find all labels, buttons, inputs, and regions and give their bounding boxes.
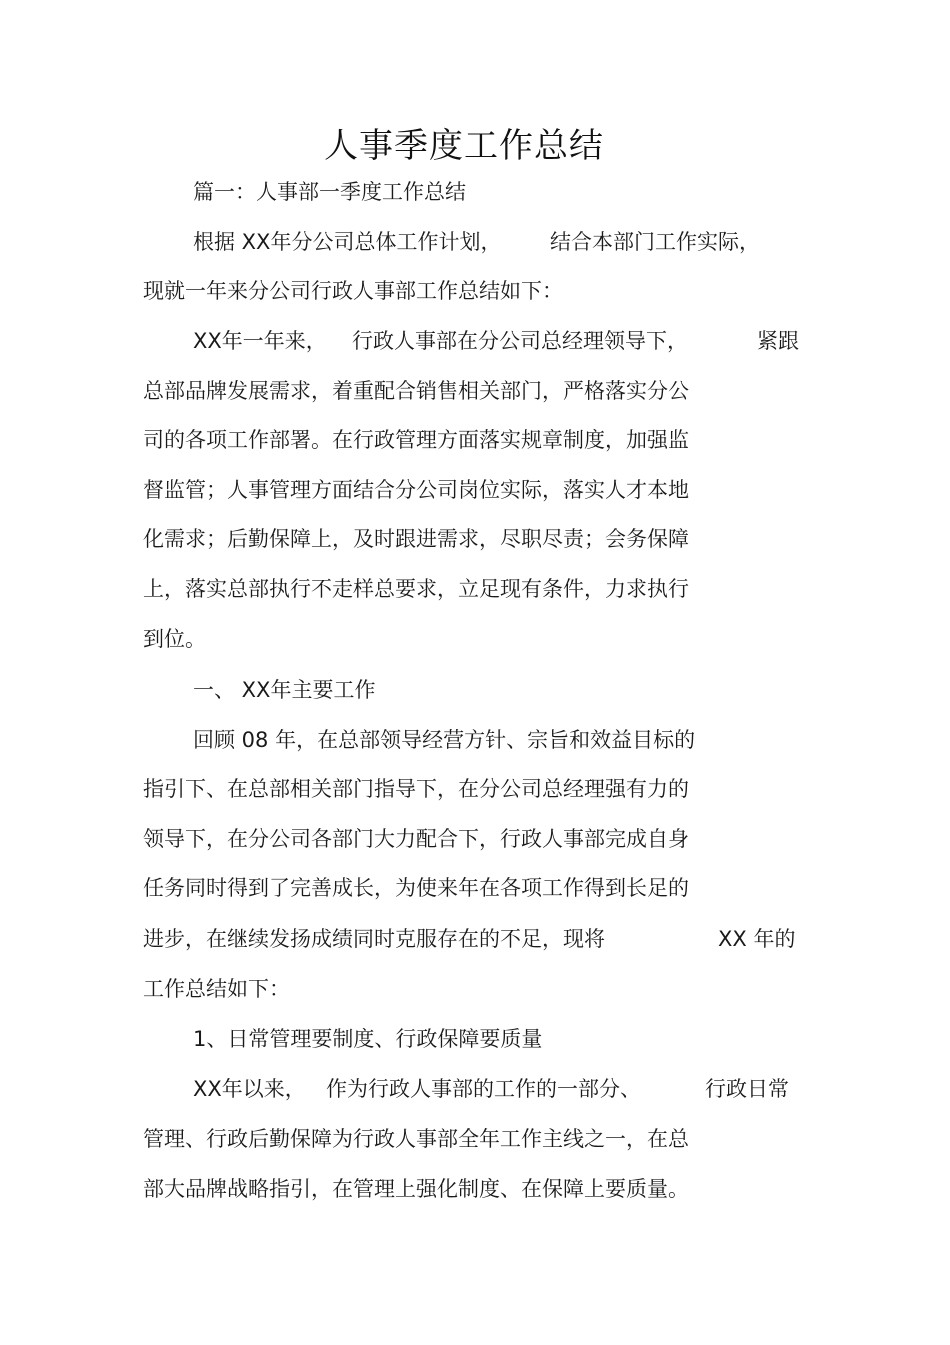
para3-line4: 任务同时得到了完善成长，为使来年在各项工作得到长足的 xyxy=(143,876,689,900)
para3-line1: 回顾 08 年，在总部领导经营方针、宗旨和效益目标的 xyxy=(193,728,696,752)
para1-line2: 现就一年来分公司行政人事部工作总结如下： xyxy=(143,279,563,303)
document-title: 人事季度工作总结 xyxy=(324,126,604,166)
para2-line7: 到位。 xyxy=(143,627,206,651)
para4-line1-part2: 作为行政人事部的工作的一部分、 xyxy=(326,1077,641,1101)
para3-line6: 工作总结如下： xyxy=(143,977,290,1001)
para3-line3: 领导下，在分公司各部门大力配合下，行政人事部完成自身 xyxy=(143,827,689,851)
para1-line1 xyxy=(193,227,793,257)
para3-line5-part2: XX 年的 xyxy=(718,927,796,951)
para2-line1-part3: 紧跟 xyxy=(757,329,799,353)
para2-line5: 化需求；后勤保障上，及时跟进需求，尽职尽责；会务保障 xyxy=(143,527,689,551)
para2-line1-part2: 行政人事部在分公司总经理领导下， xyxy=(352,329,688,353)
para4-line2: 管理、行政后勤保障为行政人事部全年工作主线之一，在总 xyxy=(143,1127,689,1151)
para4-line1 xyxy=(193,1074,803,1104)
para2-line1-part1: XX年一年来， xyxy=(193,329,327,353)
para2-line4: 督监管；人事管理方面结合分公司岗位实际，落实人才本地 xyxy=(143,478,689,502)
subtitle: 篇一：人事部一季度工作总结 xyxy=(193,180,466,204)
para2-line6: 上，落实总部执行不走样总要求，立足现有条件，力求执行 xyxy=(143,577,689,601)
para4-line3: 部大品牌战略指引，在管理上强化制度、在保障上要质量。 xyxy=(143,1177,689,1201)
section-heading-2: 1、日常管理要制度、行政保障要质量 xyxy=(193,1027,543,1051)
para2-line2: 总部品牌发展需求，着重配合销售相关部门，严格落实分公 xyxy=(143,379,689,403)
para3-line2: 指引下、在总部相关部门指导下，在分公司总经理强有力的 xyxy=(143,777,689,801)
para4-line1-part1: XX年以来， xyxy=(193,1077,306,1101)
para1-line1-part2: 结合本部门工作实际， xyxy=(550,230,760,254)
para1-line1-part1: 根据 XX年分公司总体工作计划， xyxy=(193,230,502,254)
para4-line1-part3: 行政日常 xyxy=(705,1077,789,1101)
para2-line3: 司的各项工作部署。在行政管理方面落实规章制度，加强监 xyxy=(143,428,689,452)
para3-line5-part1: 进步，在继续发扬成绩同时克服存在的不足，现将 xyxy=(143,927,605,951)
para2-line1 xyxy=(193,326,803,356)
section-heading-1: 一、 XX年主要工作 xyxy=(193,678,376,702)
para3-line5 xyxy=(143,924,808,954)
